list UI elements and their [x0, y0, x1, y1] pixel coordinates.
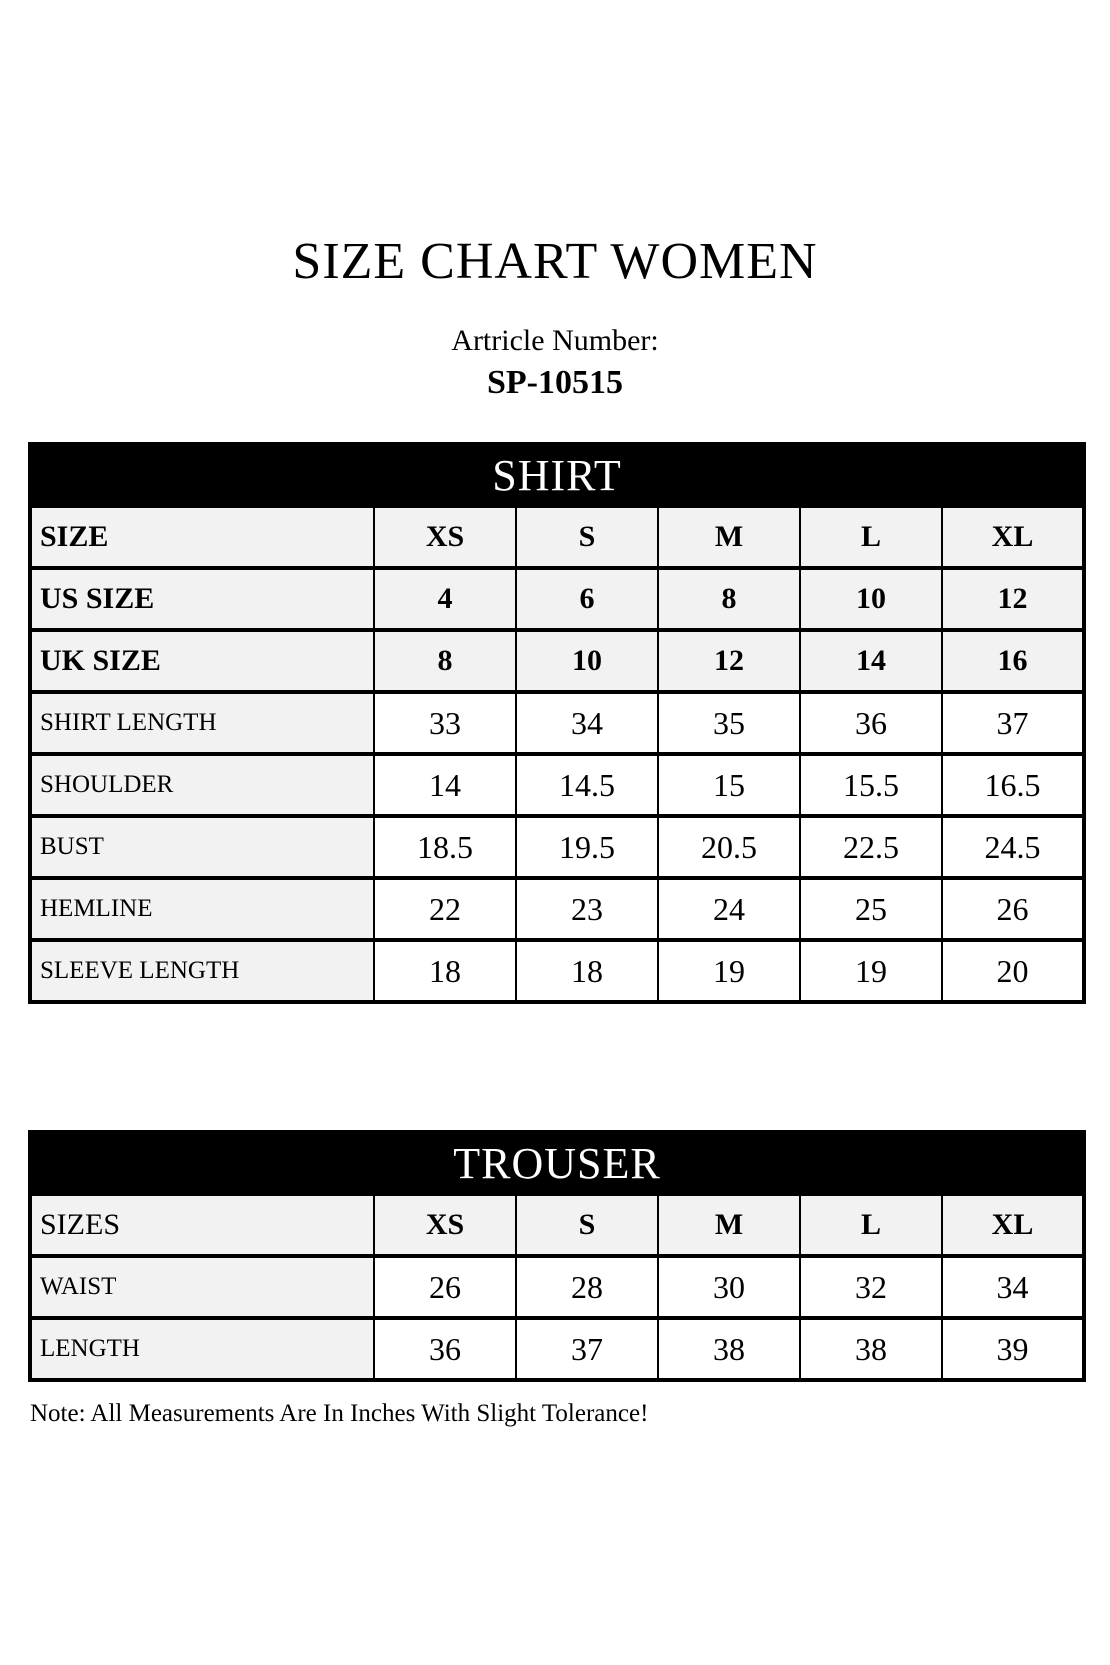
- value-cell: 36: [800, 692, 942, 754]
- value-cell: 32: [800, 1256, 942, 1318]
- value-cell: 20: [942, 940, 1084, 1002]
- value-cell: S: [516, 1194, 658, 1256]
- value-cell: 38: [800, 1318, 942, 1380]
- value-cell: 35: [658, 692, 800, 754]
- row-label-cell: SHIRT LENGTH: [30, 692, 374, 754]
- value-cell: 19: [800, 940, 942, 1002]
- page-title: SIZE CHART WOMEN: [292, 233, 818, 290]
- value-cell: 24.5: [942, 816, 1084, 878]
- value-cell: XL: [942, 506, 1084, 568]
- value-cell: 18: [374, 940, 516, 1002]
- value-cell: 26: [374, 1256, 516, 1318]
- value-cell: XL: [942, 1194, 1084, 1256]
- article-number-label: Artricle Number:: [451, 324, 659, 357]
- value-cell: 18.5: [374, 816, 516, 878]
- value-cell: 37: [942, 692, 1084, 754]
- value-cell: 6: [516, 568, 658, 630]
- value-cell: 24: [658, 878, 800, 940]
- value-cell: 10: [800, 568, 942, 630]
- value-cell: 34: [516, 692, 658, 754]
- row-label-cell: BUST: [30, 816, 374, 878]
- table-row: [30, 692, 1084, 754]
- value-cell: 23: [516, 878, 658, 940]
- row-label-cell: SLEEVE LENGTH: [30, 940, 374, 1002]
- value-cell: 14.5: [516, 754, 658, 816]
- table-row: [30, 506, 1084, 568]
- value-cell: 36: [374, 1318, 516, 1380]
- row-label-cell: WAIST: [30, 1256, 374, 1318]
- value-cell: 39: [942, 1318, 1084, 1380]
- value-cell: 37: [516, 1318, 658, 1380]
- table-row: [30, 940, 1084, 1002]
- table-header-row: [30, 444, 1084, 506]
- value-cell: 33: [374, 692, 516, 754]
- value-cell: 10: [516, 630, 658, 692]
- row-label-cell: SIZE: [30, 506, 374, 568]
- row-label-cell: HEMLINE: [30, 878, 374, 940]
- row-label-cell: LENGTH: [30, 1318, 374, 1380]
- value-cell: 20.5: [658, 816, 800, 878]
- value-cell: 16.5: [942, 754, 1084, 816]
- table-row: [30, 568, 1084, 630]
- value-cell: 25: [800, 878, 942, 940]
- table-row: [30, 1194, 1084, 1256]
- value-cell: M: [658, 1194, 800, 1256]
- value-cell: 19: [658, 940, 800, 1002]
- value-cell: 38: [658, 1318, 800, 1380]
- row-label-cell: US SIZE: [30, 568, 374, 630]
- value-cell: L: [800, 506, 942, 568]
- table-row: [30, 816, 1084, 878]
- table-row: [30, 754, 1084, 816]
- value-cell: XS: [374, 506, 516, 568]
- value-cell: 22: [374, 878, 516, 940]
- value-cell: 28: [516, 1256, 658, 1318]
- trouser-table-title: TROUSER: [30, 1132, 1084, 1194]
- value-cell: 12: [942, 568, 1084, 630]
- value-cell: 18: [516, 940, 658, 1002]
- note-text: Note: All Measurements Are In Inches With Slight Tolerance!: [30, 1400, 649, 1427]
- value-cell: 16: [942, 630, 1084, 692]
- trouser-size-table: [28, 1130, 1086, 1382]
- value-cell: 8: [658, 568, 800, 630]
- row-label-cell: UK SIZE: [30, 630, 374, 692]
- row-label-cell: SIZES: [30, 1194, 374, 1256]
- value-cell: 4: [374, 568, 516, 630]
- value-cell: 8: [374, 630, 516, 692]
- shirt-size-table: [28, 442, 1086, 1004]
- shirt-table-title: SHIRT: [30, 444, 1084, 506]
- value-cell: S: [516, 506, 658, 568]
- table-row: [30, 630, 1084, 692]
- value-cell: 34: [942, 1256, 1084, 1318]
- article-number-value: SP-10515: [487, 364, 623, 401]
- value-cell: 12: [658, 630, 800, 692]
- table-row: [30, 1318, 1084, 1380]
- value-cell: M: [658, 506, 800, 568]
- table-row: [30, 1256, 1084, 1318]
- value-cell: 14: [374, 754, 516, 816]
- value-cell: L: [800, 1194, 942, 1256]
- value-cell: XS: [374, 1194, 516, 1256]
- value-cell: 19.5: [516, 816, 658, 878]
- value-cell: 15.5: [800, 754, 942, 816]
- value-cell: 22.5: [800, 816, 942, 878]
- row-label-cell: SHOULDER: [30, 754, 374, 816]
- value-cell: 14: [800, 630, 942, 692]
- table-row: [30, 878, 1084, 940]
- table-header-row: [30, 1132, 1084, 1194]
- value-cell: 26: [942, 878, 1084, 940]
- value-cell: 30: [658, 1256, 800, 1318]
- value-cell: 15: [658, 754, 800, 816]
